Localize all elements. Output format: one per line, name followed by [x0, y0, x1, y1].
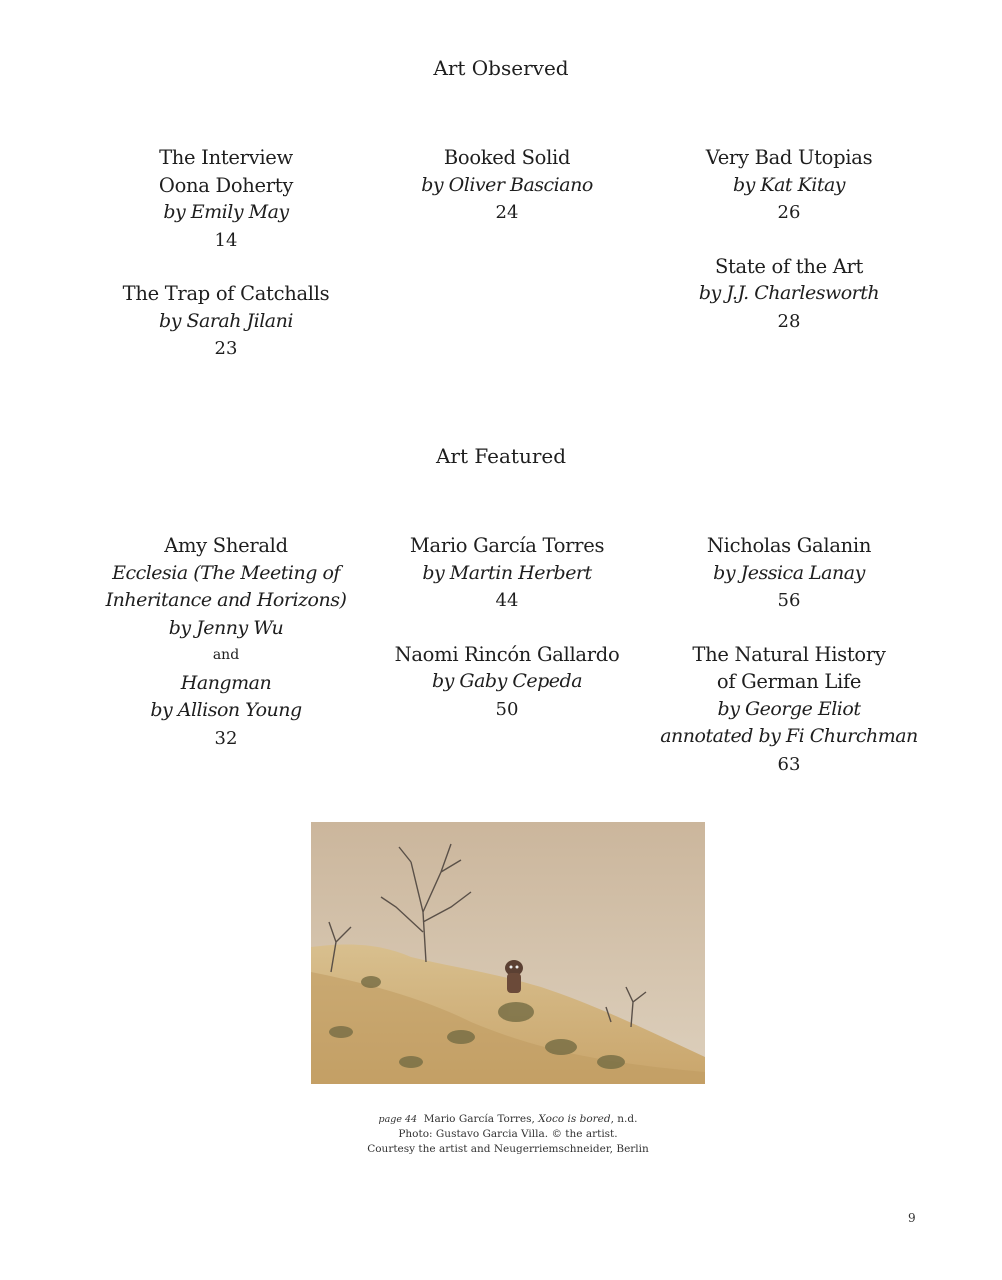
featured-column-1 [76, 532, 376, 752]
entry-author: by Jessica Lanay [713, 561, 865, 584]
featured-column-3 [639, 532, 939, 778]
featured-column-2 [357, 532, 657, 723]
toc-entry[interactable] [76, 532, 376, 752]
entry-conjunction: and [212, 647, 240, 663]
entry-work-title: Inheritance and Horizons) [105, 589, 347, 611]
toc-entry[interactable] [76, 280, 376, 363]
entry-title: The Interview [159, 146, 293, 169]
caption-date: , n.d. [610, 1113, 638, 1125]
entry-title: Mario García Torres [409, 534, 605, 557]
entry-author: by Emily May [163, 201, 289, 223]
entry-subtitle: Oona Doherty [158, 173, 294, 197]
toc-entry[interactable] [76, 144, 376, 254]
caption-line-1 [250, 1112, 766, 1127]
entry-title: Naomi Rincón Gallardo [394, 642, 620, 666]
entry-work-title: Ecclesia (The Meeting of [112, 561, 340, 584]
entry-author: by Martin Herbert [422, 561, 592, 584]
entry-title: The Natural History [692, 642, 886, 666]
entry-title: Nicholas Galanin [706, 534, 872, 557]
entry-title: State of the Art [714, 254, 864, 278]
photo-caption [250, 1112, 766, 1157]
entry-title: Very Bad Utopias [705, 146, 873, 169]
entry-page-number: 28 [777, 310, 801, 332]
entry-author: by Sarah Jilani [159, 309, 293, 332]
entry-title: Amy Sherald [164, 534, 288, 557]
entry-author: by George Eliot [717, 697, 861, 720]
observed-column-1 [76, 144, 376, 363]
entry-author: by Kat Kitay [732, 173, 846, 196]
caption-work-title: Xoco is bored [538, 1113, 611, 1125]
feature-photo [311, 822, 705, 1084]
page-number: 9 [908, 1211, 916, 1225]
desert-hillside-illustration [311, 822, 705, 1084]
entry-work-title: Hangman [180, 671, 272, 694]
toc-entry[interactable] [357, 641, 657, 724]
entry-page-number: 63 [777, 753, 801, 775]
toc-entry[interactable] [357, 144, 657, 227]
section-heading-art-featured: Art Featured [435, 444, 567, 468]
entry-page-number: 44 [495, 590, 519, 611]
observed-column-2 [357, 144, 657, 227]
toc-entry[interactable] [639, 532, 939, 615]
entry-title: The Trap of Catchalls [122, 282, 330, 305]
toc-entry[interactable] [639, 641, 939, 779]
entry-subtitle: of German Life [716, 670, 862, 693]
entry-author: by J.J. Charlesworth [698, 282, 880, 304]
entry-page-number: 50 [495, 698, 519, 720]
entry-annotator: annotated by Fi Churchman [660, 725, 918, 747]
caption-page-ref: page 44 [378, 1114, 418, 1125]
entry-title: Booked Solid [443, 146, 571, 169]
entry-page-number: 23 [214, 338, 238, 359]
entry-author: by Oliver Basciano [421, 173, 593, 196]
entry-page-number: 24 [495, 202, 519, 223]
entry-author: by Gaby Cepeda [431, 670, 583, 692]
toc-entry[interactable] [357, 532, 657, 615]
caption-courtesy: Courtesy the artist and Neugerriemschneider, Berlin [367, 1143, 649, 1155]
entry-page-number: 26 [777, 202, 801, 223]
toc-entry[interactable] [639, 253, 939, 336]
entry-page-number: 56 [777, 590, 801, 611]
caption-artist: Mario García Torres, [423, 1113, 535, 1125]
caption-photo-credit: Photo: Gustavo Garcia Villa. © the artist. [398, 1128, 618, 1140]
entry-page-number: 14 [214, 229, 238, 251]
observed-column-3 [639, 144, 939, 335]
section-heading-art-observed: Art Observed [433, 56, 569, 80]
toc-entry[interactable] [639, 144, 939, 227]
entry-page-number: 32 [214, 727, 238, 749]
entry-author: by Jenny Wu [168, 616, 284, 639]
entry-author: by Allison Young [150, 699, 302, 721]
